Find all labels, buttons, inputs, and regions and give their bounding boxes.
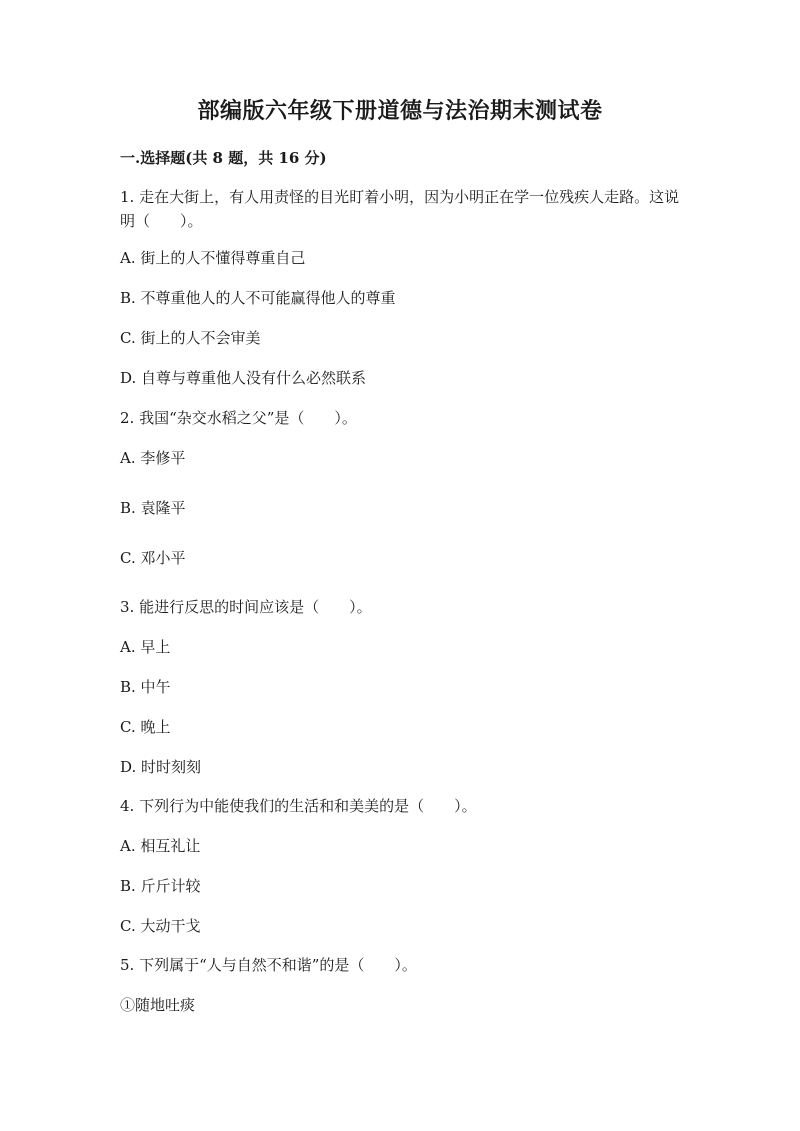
question-3-option-d: D. 时时刻刻 — [120, 758, 202, 776]
question-4-option-c: C. 大动干戈 — [120, 917, 201, 935]
question-stem-2: 2. 我国“杂交水稻之父”是（ ）。 — [120, 409, 357, 427]
question-5-item-1: ①随地吐痰 — [120, 996, 196, 1014]
question-3-option-c: C. 晚上 — [120, 718, 171, 736]
question-1-option-d: D. 自尊与尊重他人没有什么必然联系 — [120, 369, 367, 387]
question-4-option-b: B. 斤斤计较 — [120, 877, 201, 895]
question-stem-3: 3. 能进行反思的时间应该是（ ）。 — [120, 598, 372, 616]
question-1-option-c: C. 街上的人不会审美 — [120, 329, 261, 347]
question-3-option-a: A. 早上 — [120, 638, 171, 656]
question-stem-4: 4. 下列行为中能使我们的生活和和美美的是（ ）。 — [120, 797, 477, 815]
question-1-option-a: A. 街上的人不懂得尊重自己 — [120, 249, 306, 267]
question-3-option-b: B. 中午 — [120, 678, 171, 696]
question-2-option-c: C. 邓小平 — [120, 549, 186, 567]
question-1-option-b: B. 不尊重他人的人不可能赢得他人的尊重 — [120, 289, 396, 307]
question-4-option-a: A. 相互礼让 — [120, 837, 201, 855]
question-stem-1: 1. 走在大街上，有人用责怪的目光盯着小明，因为小明正在学一位残疾人走路。这说明（ ）。 — [120, 188, 680, 230]
section-heading: 一.选择题(共 8 题，共 16 分) — [120, 149, 327, 167]
question-2-option-a: A. 李修平 — [120, 449, 186, 467]
question-2-option-b: B. 袁隆平 — [120, 499, 186, 517]
question-stem-5: 5. 下列属于“人与自然不和谐”的是（ ）。 — [120, 956, 417, 974]
page-title: 部编版六年级下册道德与法治期末测试卷 — [197, 98, 603, 124]
